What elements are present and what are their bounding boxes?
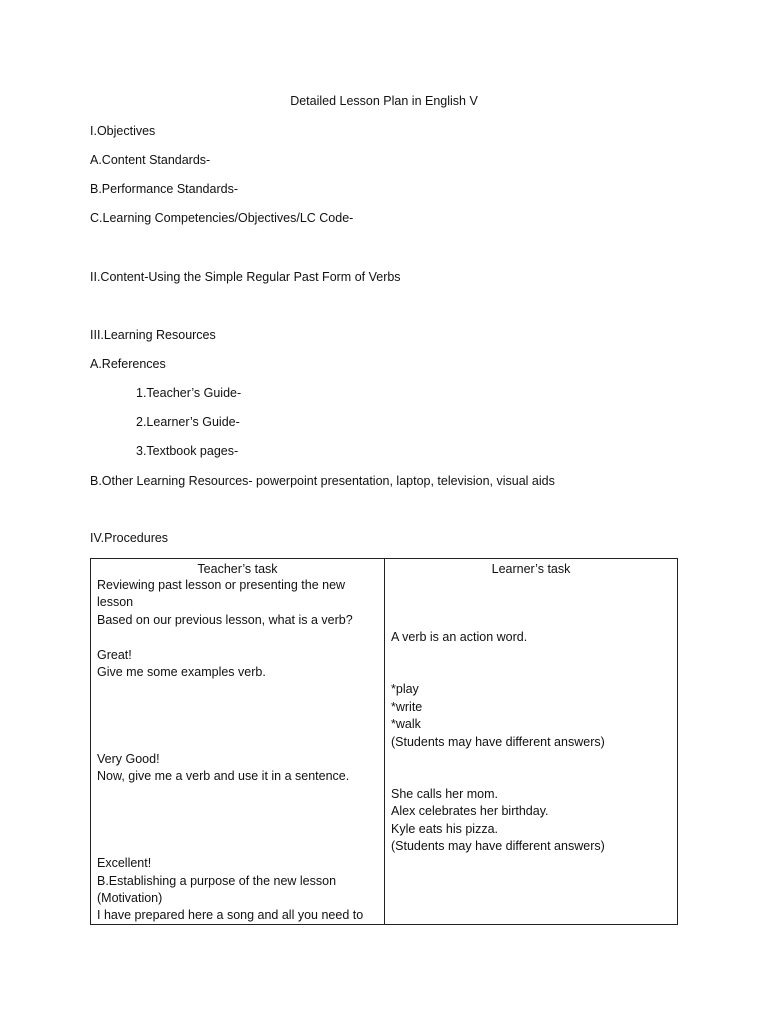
learner-task-line: (Students may have different answers) [391,735,605,749]
learner-task-line: She calls her mom. [391,787,498,801]
teacher-task-line: lesson [97,595,134,609]
references-heading: A.References [90,357,166,371]
objectives-heading: I.Objectives [90,124,156,138]
teacher-task-line: Give me some examples verb. [97,665,266,679]
learner-task-line: *walk [391,717,421,731]
teacher-task-line: Based on our previous lesson, what is a verb? [97,613,353,627]
teacher-column-header: Teacher’s task [197,562,278,576]
content-heading: II.Content-Using the Simple Regular Past Form of Verbs [90,270,401,284]
learner-task-line: Alex celebrates her birthday. [391,804,549,818]
learner-task-line: *write [391,700,423,714]
teachers-guide: 1.Teacher’s Guide- [136,386,242,400]
teacher-task-line: Very Good! [97,752,160,766]
teacher-task-line: I have prepared here a song and all you need to [97,908,364,922]
performance-standards: B.Performance Standards- [90,182,238,196]
teacher-task-line: (Motivation) [97,891,163,905]
procedures-heading: IV.Procedures [90,531,169,545]
content-standards: A.Content Standards- [90,153,211,167]
learner-task-line: (Students may have different answers) [391,839,605,853]
teacher-task-line: Now, give me a verb and use it in a sentence. [97,769,350,783]
learner-column [385,559,677,924]
learner-task-line: Kyle eats his pizza. [391,822,498,836]
teacher-task-line: Great! [97,648,132,662]
learner-task-line: *play [391,682,419,696]
procedures-table [90,558,678,925]
learning-competencies: C.Learning Competencies/Objectives/LC Code- [90,211,354,225]
resources-heading: III.Learning Resources [90,328,216,342]
learners-guide: 2.Learner’s Guide- [136,415,240,429]
teacher-column [91,559,385,924]
teacher-task-line: B.Establishing a purpose of the new lesson [97,874,337,888]
learner-column-header: Learner’s task [491,562,571,576]
page-title: Detailed Lesson Plan in English V [290,94,478,108]
other-resources: B.Other Learning Resources- powerpoint presentation, laptop, television, visual aids [90,474,555,488]
textbook-pages: 3.Textbook pages- [136,444,239,458]
teacher-task-line: Excellent! [97,856,152,870]
teacher-task-line: Reviewing past lesson or presenting the new [97,578,346,592]
learner-task-line: A verb is an action word. [391,630,528,644]
